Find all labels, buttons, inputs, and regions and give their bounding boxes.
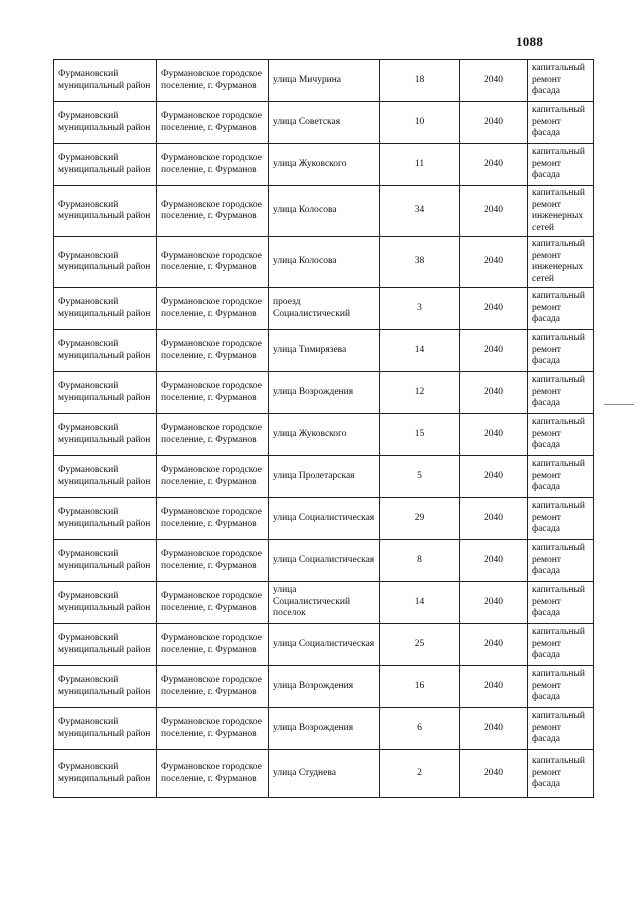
table-row <box>54 330 594 372</box>
street-cell: улица Жуковского <box>269 414 380 456</box>
work-type-cell: капитальный ремонт фасада <box>528 498 594 540</box>
table-row <box>54 237 594 288</box>
year-cell: 2040 <box>460 540 528 582</box>
table-row <box>54 624 594 666</box>
settlement-cell: Фурмановское городское поселение, г. Фурманов <box>157 144 269 186</box>
table-row <box>54 582 594 624</box>
district-cell: Фурмановский муниципальный район <box>54 414 157 456</box>
district-cell: Фурмановский муниципальный район <box>54 582 157 624</box>
year-cell: 2040 <box>460 414 528 456</box>
year-cell: 2040 <box>460 102 528 144</box>
margin-mark <box>604 404 634 405</box>
district-cell: Фурмановский муниципальный район <box>54 186 157 237</box>
district-cell: Фурмановский муниципальный район <box>54 330 157 372</box>
year-cell: 2040 <box>460 624 528 666</box>
table-row <box>54 708 594 750</box>
street-cell: улица Студнева <box>269 750 380 798</box>
house-number-cell: 38 <box>380 237 460 288</box>
district-cell: Фурмановский муниципальный район <box>54 540 157 582</box>
district-cell: Фурмановский муниципальный район <box>54 288 157 330</box>
settlement-cell: Фурмановское городское поселение, г. Фурманов <box>157 666 269 708</box>
table-row <box>54 60 594 102</box>
page-number: 1088 <box>516 34 544 49</box>
district-cell: Фурмановский муниципальный район <box>54 372 157 414</box>
work-type-cell: капитальный ремонт фасада <box>528 456 594 498</box>
settlement-cell: Фурмановское городское поселение, г. Фурманов <box>157 237 269 288</box>
house-number-cell: 25 <box>380 624 460 666</box>
street-cell: улица Возрождения <box>269 372 380 414</box>
house-number-cell: 29 <box>380 498 460 540</box>
work-type-cell: капитальный ремонт фасада <box>528 288 594 330</box>
settlement-cell: Фурмановское городское поселение, г. Фурманов <box>157 288 269 330</box>
house-number-cell: 16 <box>380 666 460 708</box>
street-cell: улица Советская <box>269 102 380 144</box>
year-cell: 2040 <box>460 288 528 330</box>
year-cell: 2040 <box>460 330 528 372</box>
table-row <box>54 540 594 582</box>
work-type-cell: капитальный ремонт фасада <box>528 624 594 666</box>
house-number-cell: 6 <box>380 708 460 750</box>
settlement-cell: Фурмановское городское поселение, г. Фурманов <box>157 540 269 582</box>
settlement-cell: Фурмановское городское поселение, г. Фурманов <box>157 498 269 540</box>
year-cell: 2040 <box>460 372 528 414</box>
work-type-cell: капитальный ремонт инженерных сетей <box>528 186 594 237</box>
district-cell: Фурмановский муниципальный район <box>54 666 157 708</box>
table-row <box>54 414 594 456</box>
repair-schedule-table <box>53 59 594 798</box>
year-cell: 2040 <box>460 582 528 624</box>
street-cell: улица Социалистическая <box>269 498 380 540</box>
settlement-cell: Фурмановское городское поселение, г. Фурманов <box>157 456 269 498</box>
street-cell: улица Колосова <box>269 186 380 237</box>
house-number-cell: 5 <box>380 456 460 498</box>
street-cell: улица Мичурина <box>269 60 380 102</box>
street-cell: улица Социалистическая <box>269 624 380 666</box>
house-number-cell: 8 <box>380 540 460 582</box>
settlement-cell: Фурмановское городское поселение, г. Фурманов <box>157 102 269 144</box>
street-cell: улица Тимирязева <box>269 330 380 372</box>
work-type-cell: капитальный ремонт фасада <box>528 330 594 372</box>
house-number-cell: 14 <box>380 582 460 624</box>
table-row <box>54 498 594 540</box>
table-body <box>54 60 594 798</box>
work-type-cell: капитальный ремонт фасада <box>528 750 594 798</box>
district-cell: Фурмановский муниципальный район <box>54 456 157 498</box>
district-cell: Фурмановский муниципальный район <box>54 624 157 666</box>
settlement-cell: Фурмановское городское поселение, г. Фурманов <box>157 60 269 102</box>
year-cell: 2040 <box>460 750 528 798</box>
settlement-cell: Фурмановское городское поселение, г. Фурманов <box>157 624 269 666</box>
year-cell: 2040 <box>460 60 528 102</box>
house-number-cell: 3 <box>380 288 460 330</box>
settlement-cell: Фурмановское городское поселение, г. Фурманов <box>157 372 269 414</box>
table-row <box>54 186 594 237</box>
house-number-cell: 2 <box>380 750 460 798</box>
house-number-cell: 12 <box>380 372 460 414</box>
street-cell: улица Колосова <box>269 237 380 288</box>
settlement-cell: Фурмановское городское поселение, г. Фурманов <box>157 330 269 372</box>
house-number-cell: 15 <box>380 414 460 456</box>
year-cell: 2040 <box>460 456 528 498</box>
table-row <box>54 456 594 498</box>
house-number-cell: 10 <box>380 102 460 144</box>
table-row <box>54 666 594 708</box>
work-type-cell: капитальный ремонт фасада <box>528 102 594 144</box>
district-cell: Фурмановский муниципальный район <box>54 237 157 288</box>
year-cell: 2040 <box>460 666 528 708</box>
work-type-cell: капитальный ремонт фасада <box>528 666 594 708</box>
street-cell: улица Пролетарская <box>269 456 380 498</box>
house-number-cell: 34 <box>380 186 460 237</box>
district-cell: Фурмановский муниципальный район <box>54 102 157 144</box>
street-cell: улица Жуковского <box>269 144 380 186</box>
district-cell: Фурмановский муниципальный район <box>54 60 157 102</box>
work-type-cell: капитальный ремонт фасада <box>528 582 594 624</box>
work-type-cell: капитальный ремонт фасада <box>528 60 594 102</box>
table-row <box>54 102 594 144</box>
work-type-cell: капитальный ремонт фасада <box>528 540 594 582</box>
year-cell: 2040 <box>460 708 528 750</box>
house-number-cell: 14 <box>380 330 460 372</box>
year-cell: 2040 <box>460 186 528 237</box>
street-cell: улица Социалистическая <box>269 540 380 582</box>
street-cell: улица Социалистический поселок <box>269 582 380 624</box>
district-cell: Фурмановский муниципальный район <box>54 144 157 186</box>
district-cell: Фурмановский муниципальный район <box>54 498 157 540</box>
settlement-cell: Фурмановское городское поселение, г. Фурманов <box>157 582 269 624</box>
work-type-cell: капитальный ремонт фасада <box>528 144 594 186</box>
street-cell: проезд Социалистический <box>269 288 380 330</box>
table-row <box>54 144 594 186</box>
settlement-cell: Фурмановское городское поселение, г. Фурманов <box>157 186 269 237</box>
street-cell: улица Возрождения <box>269 666 380 708</box>
district-cell: Фурмановский муниципальный район <box>54 750 157 798</box>
work-type-cell: капитальный ремонт фасада <box>528 372 594 414</box>
settlement-cell: Фурмановское городское поселение, г. Фурманов <box>157 750 269 798</box>
work-type-cell: капитальный ремонт фасада <box>528 414 594 456</box>
house-number-cell: 11 <box>380 144 460 186</box>
settlement-cell: Фурмановское городское поселение, г. Фурманов <box>157 708 269 750</box>
table-row <box>54 750 594 798</box>
year-cell: 2040 <box>460 144 528 186</box>
work-type-cell: капитальный ремонт инженерных сетей <box>528 237 594 288</box>
table-row <box>54 372 594 414</box>
district-cell: Фурмановский муниципальный район <box>54 708 157 750</box>
year-cell: 2040 <box>460 237 528 288</box>
settlement-cell: Фурмановское городское поселение, г. Фурманов <box>157 414 269 456</box>
street-cell: улица Возрождения <box>269 708 380 750</box>
year-cell: 2040 <box>460 498 528 540</box>
house-number-cell: 18 <box>380 60 460 102</box>
work-type-cell: капитальный ремонт фасада <box>528 708 594 750</box>
table-row <box>54 288 594 330</box>
